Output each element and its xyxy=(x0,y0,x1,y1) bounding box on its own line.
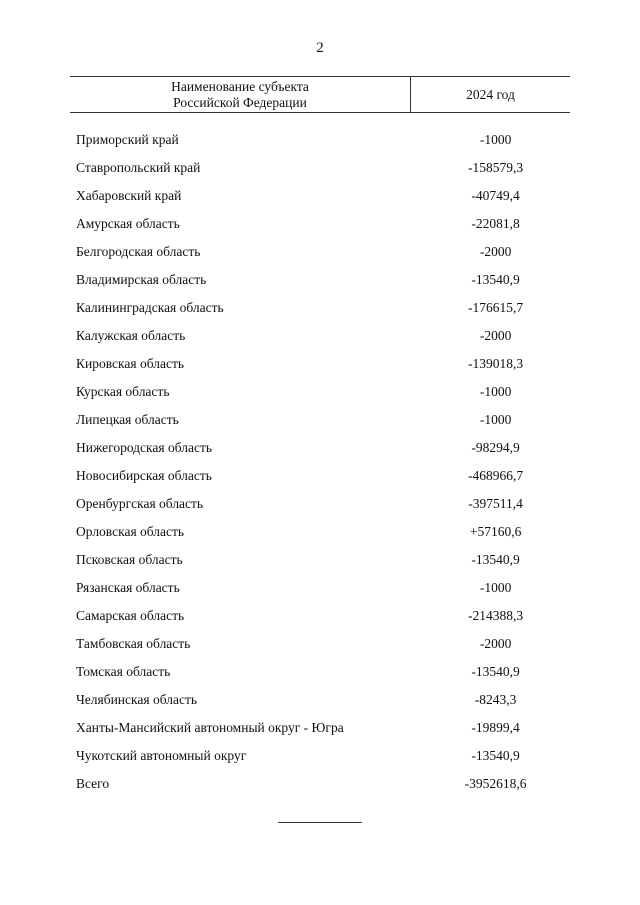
header-subject-name-line1: Наименование субъекта xyxy=(171,78,309,94)
header-subject-name-line2: Российской Федерации xyxy=(173,94,307,110)
table-row xyxy=(76,210,570,238)
table-row xyxy=(76,294,570,322)
region-name: Амурская область xyxy=(76,216,180,231)
region-name: Нижегородская область xyxy=(76,440,213,455)
table-row xyxy=(76,406,570,434)
header-subject-name xyxy=(70,77,411,112)
value-2024: -40749,4 xyxy=(471,188,520,203)
value-2024: -1000 xyxy=(479,384,512,399)
region-name: Орловская область xyxy=(76,524,185,539)
table-row xyxy=(76,182,570,210)
region-name: Тамбовская область xyxy=(76,636,191,651)
region-name: Ставропольский край xyxy=(76,160,201,175)
table-row xyxy=(76,462,570,490)
region-name: Всего xyxy=(76,776,110,791)
region-name: Оренбургская область xyxy=(76,496,204,511)
table-body xyxy=(76,126,570,798)
value-2024: -139018,3 xyxy=(468,356,524,371)
table-row xyxy=(76,490,570,518)
region-name: Калужская область xyxy=(76,328,186,343)
value-2024: -468966,7 xyxy=(468,468,524,483)
region-name: Псковская область xyxy=(76,552,183,567)
table-row xyxy=(76,350,570,378)
region-name: Новосибирская область xyxy=(76,468,212,483)
region-name: Приморский край xyxy=(76,132,179,147)
region-name: Липецкая область xyxy=(76,412,179,427)
value-2024: -13540,9 xyxy=(471,748,520,763)
value-2024: -13540,9 xyxy=(471,664,520,679)
value-2024: -1000 xyxy=(479,132,512,147)
value-2024: -2000 xyxy=(479,328,512,343)
value-2024: -8243,3 xyxy=(474,692,517,707)
page-number: 2 xyxy=(316,40,324,56)
table-row xyxy=(76,238,570,266)
table-row xyxy=(76,714,570,742)
region-name: Томская область xyxy=(76,664,171,679)
region-name: Хабаровский край xyxy=(76,188,182,203)
table-row xyxy=(76,434,570,462)
table-row xyxy=(76,266,570,294)
table-row xyxy=(76,518,570,546)
region-name: Самарская область xyxy=(76,608,185,623)
value-2024: -2000 xyxy=(479,244,512,259)
table-row xyxy=(76,630,570,658)
header-year: 2024 год xyxy=(466,86,515,102)
value-2024: +57160,6 xyxy=(469,524,522,539)
table-row xyxy=(76,602,570,630)
value-2024: -397511,4 xyxy=(468,496,523,511)
region-name: Чукотский автономный округ xyxy=(76,748,247,763)
table-row xyxy=(76,742,570,770)
table-row xyxy=(76,154,570,182)
region-name: Калининградская область xyxy=(76,300,224,315)
table-row xyxy=(76,126,570,154)
table-row xyxy=(76,378,570,406)
value-2024: -214388,3 xyxy=(468,608,524,623)
region-name: Кировская область xyxy=(76,356,185,371)
value-2024: -98294,9 xyxy=(471,440,520,455)
region-name: Владимирская область xyxy=(76,272,207,287)
table-row xyxy=(76,322,570,350)
table-row xyxy=(76,574,570,602)
value-2024: -13540,9 xyxy=(471,272,520,287)
value-2024: -176615,7 xyxy=(468,300,524,315)
value-2024: -158579,3 xyxy=(468,160,524,175)
region-name: Курская область xyxy=(76,384,170,399)
region-name: Челябинская область xyxy=(76,692,198,707)
table-row xyxy=(76,546,570,574)
value-2024: -13540,9 xyxy=(471,552,520,567)
table-row xyxy=(76,770,570,798)
value-2024: -22081,8 xyxy=(471,216,520,231)
region-name: Рязанская область xyxy=(76,580,180,595)
value-2024: -2000 xyxy=(479,636,512,651)
value-2024: -1000 xyxy=(479,580,512,595)
table-row xyxy=(76,686,570,714)
table-header xyxy=(70,76,570,113)
region-name: Белгородская область xyxy=(76,244,201,259)
value-2024: -19899,4 xyxy=(471,720,520,735)
table-row xyxy=(76,658,570,686)
region-name: Ханты-Мансийский автономный округ - Югра xyxy=(76,720,344,735)
value-2024: -3952618,6 xyxy=(464,776,527,791)
value-2024: -1000 xyxy=(479,412,512,427)
end-divider xyxy=(278,822,362,823)
